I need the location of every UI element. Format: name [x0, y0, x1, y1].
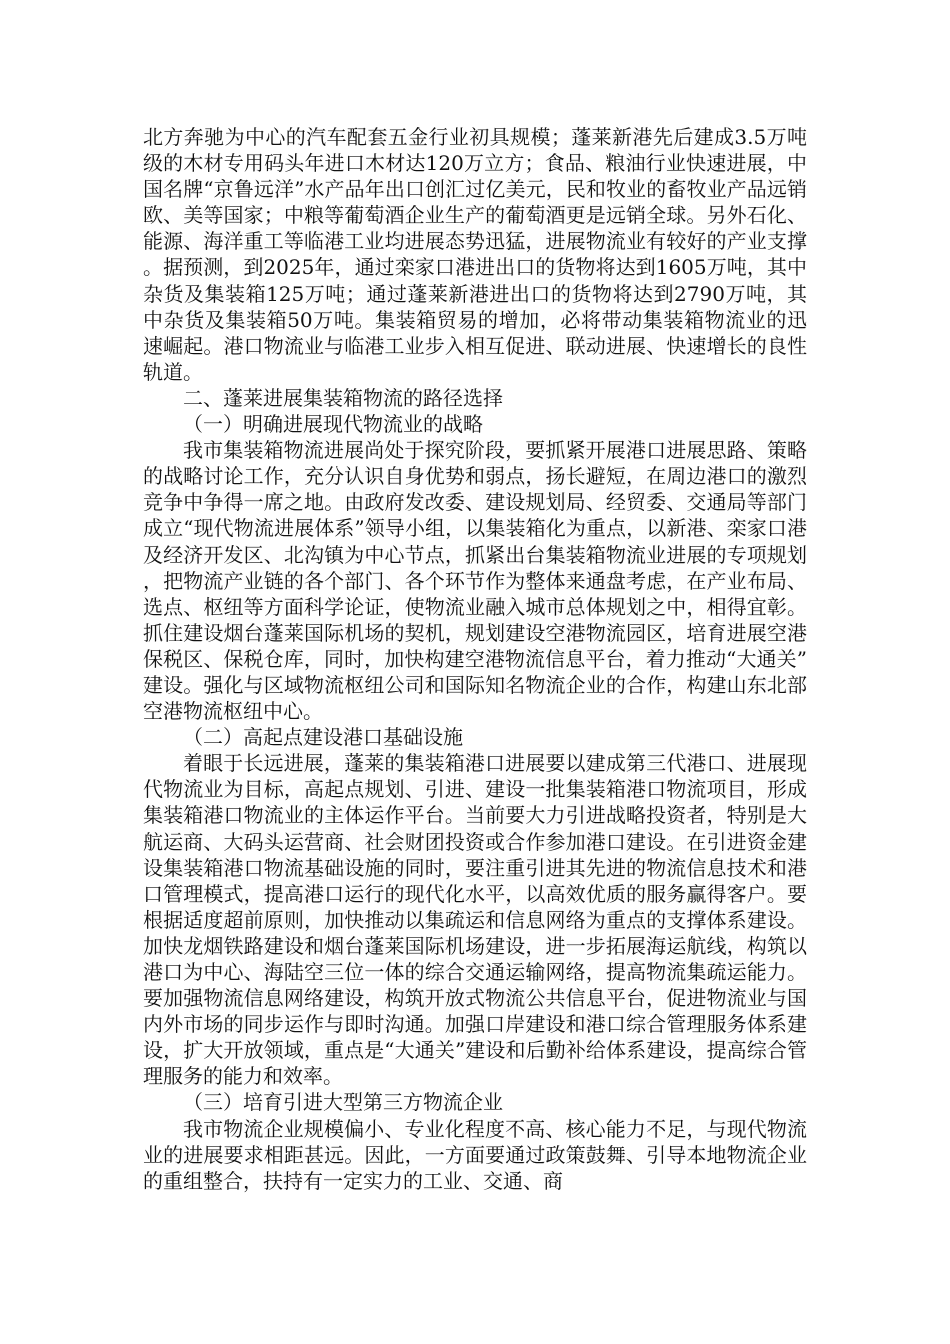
- body-paragraph: 我市物流企业规模偏小、专业化程度不高、核心能力不足，与现代物流业的进展要求相距甚远。因此，一方面要通过政策鼓舞、引导本地物流企业的重组整合，扶持有一定实力的工业、交通、商: [143, 1116, 807, 1193]
- subsection-heading: （三）培育引进大型第三方物流企业: [183, 1090, 503, 1115]
- body-paragraph: 北方奔驰为中心的汽车配套五金行业初具规模；蓬莱新港先后建成3.5万吨级的木材专用码头年进口木材达120万立方；食品、粮油行业快速进展，中国名牌“京鲁远洋”水产品年出口创汇过亿美元，民和牧业的畜牧业产品远销欧、美等国家；中粮等葡萄酒企业生产的葡萄酒更是远销全球。另外石化、能源、海洋重工等临港工业均进展态势迅猛，进展物流业有较好的产业支撑。据预测，到2025年，通过栾家口港进出口的货物将达到1605万吨，其中杂货及集装箱125万吨；通过蓬莱新港进出口的货物将达到2790万吨，其中杂货及集装箱50万吨。集装箱贸易的增加，必将带动集装箱物流业的迅速崛起。港口物流业与临港工业步入相互促进、联动进展、快速增长的良性轨道。: [143, 125, 807, 384]
- subsection-heading: （二）高起点建设港口基础设施: [183, 725, 463, 750]
- document-page: [143, 124, 807, 1194]
- subsection-heading: （一）明确进展现代物流业的战略: [183, 412, 483, 437]
- body-paragraph: 着眼于长远进展，蓬莱的集装箱港口进展要以建成第三代港口、进展现代物流业为目标，高起点规划、引进、建设一批集装箱港口物流项目，形成集装箱港口物流业的主体运作平台。当前要大力引进战略投资者，特别是大航运商、大码头运营商、社会财团投资或合作参加港口建设。在引进资金建设集装箱港口物流基础设施的同时，要注重引进其先进的物流信息技术和港口管理模式，提高港口运行的现代化水平，以高效优质的服务赢得客户。要根据适度超前原则，加快推动以集疏运和信息网络为重点的支撑体系建设。加快龙烟铁路建设和烟台蓬莱国际机场建设，进一步拓展海运航线，构筑以港口为中心、海陆空三位一体的综合交通运输网络，提高物流集疏运能力。要加强物流信息网络建设，构筑开放式物流公共信息平台，促进物流业与国内外市场的同步运作与即时沟通。加强口岸建设和港口综合管理服务体系建设，扩大开放领域，重点是“大通关”建设和后勤补给体系建设，提高综合管理服务的能力和效率。: [143, 751, 807, 1089]
- body-paragraph: 我市集装箱物流进展尚处于探究阶段，要抓紧开展港口进展思路、策略的战略讨论工作，充分认识自身优势和弱点，扬长避短，在周边港口的激烈竞争中争得一席之地。由政府发改委、建设规划局、经贸委、交通局等部门成立“现代物流进展体系”领导小组，以集装箱化为重点，以新港、栾家口港及经济开发区、北沟镇为中心节点，抓紧出台集装箱物流业进展的专项规划，把物流产业链的各个部门、各个环节作为整体来通盘考虑，在产业布局、选点、枢纽等方面科学论证，使物流业融入城市总体规划之中，相得宜彰。抓住建设烟台蓬莱国际机场的契机，规划建设空港物流园区，培育进展空港保税区、保税仓库，同时，加快构建空港物流信息平台，着力推动“大通关”建设。强化与区域物流枢纽公司和国际知名物流企业的合作，构建山东北部空港物流枢纽中心。: [143, 438, 807, 724]
- section-heading: 二、蓬莱进展集装箱物流的路径选择: [183, 385, 503, 410]
